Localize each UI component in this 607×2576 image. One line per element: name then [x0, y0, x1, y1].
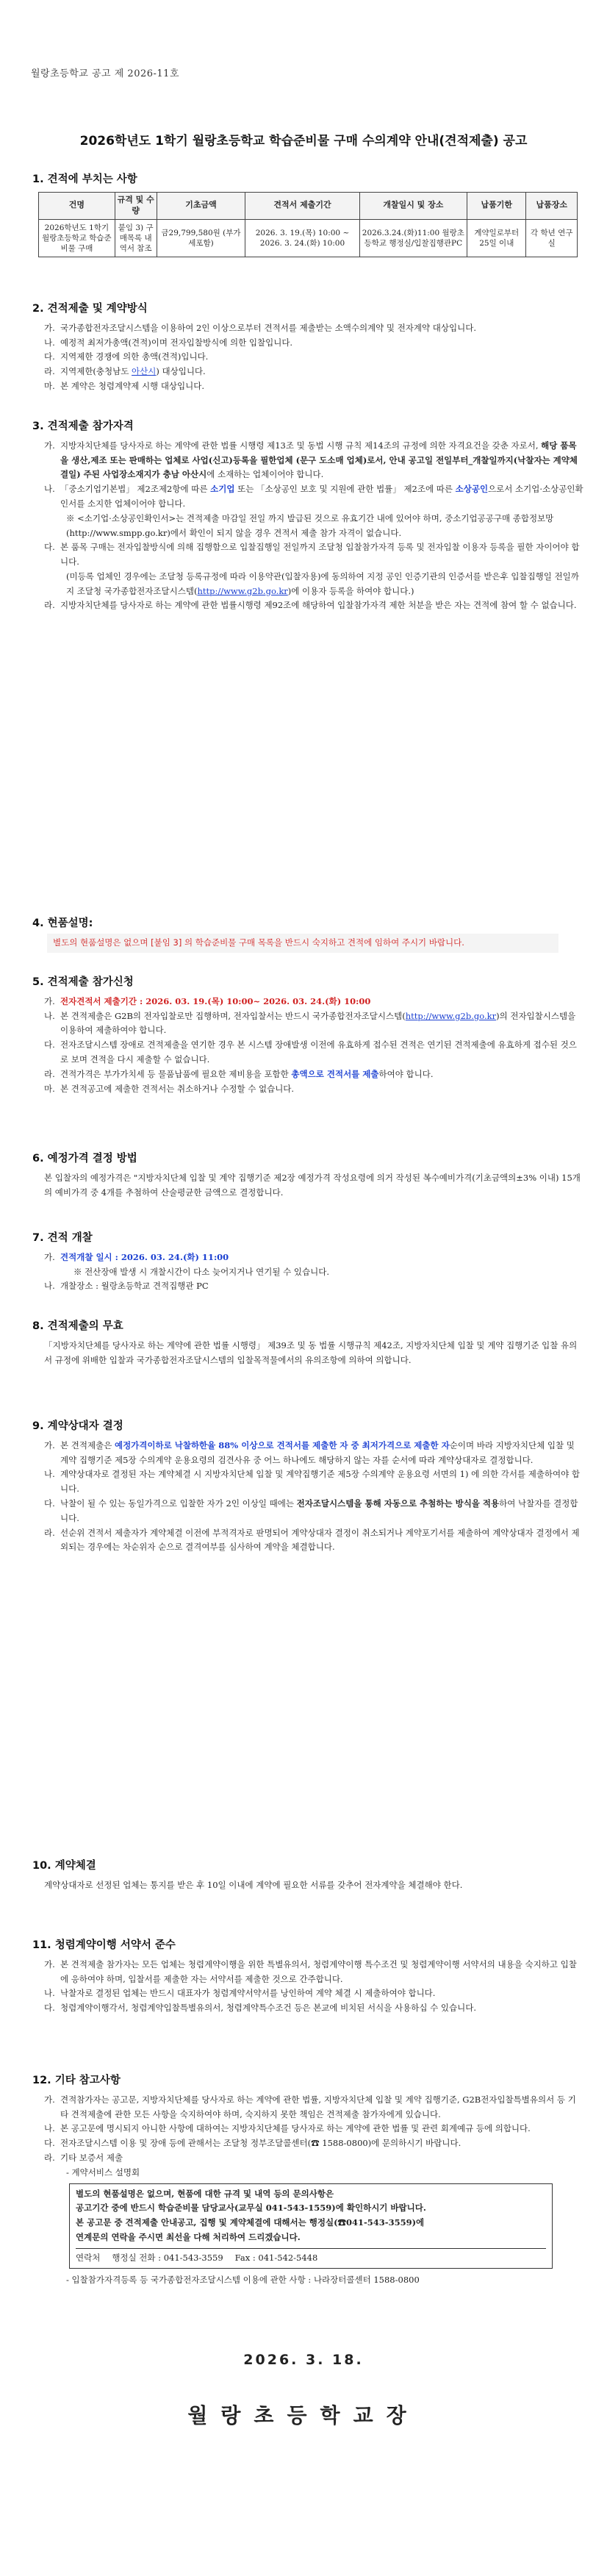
list-item: 라. 견적가격은 부가가치세 등 물품납품에 필요한 제비용을 포함한 총액으로 견적서를 제출하여야 합니다. [44, 1068, 434, 1079]
table-header-cell: 납품장소 [526, 192, 578, 219]
section-5 [32, 973, 583, 1096]
notice-date: 2026. 3. 18. [243, 2352, 364, 2368]
list-item: 다. 청렴계약이행각서, 청렴계약입찰특별유의서, 청렴계약특수조건 등은 본교에 비치된 서식을 사용하십 수 있습니다. [44, 2003, 476, 2014]
table-cell: 2026.3.24.(화)11:00 월랑초등학교 행정실/입찰집행관PC [359, 219, 467, 257]
list-item: 나. 본 공고문에 명시되지 아니한 사항에 대하여는 지방자치단체를 당사자로 하는 계약에 관한 법률 및 관련 회계예규 등에 의합니다. [44, 2123, 531, 2134]
inquiry-line: 연계문의 연락을 주시면 최선을 다해 처리하여 드리겠습니다. [76, 2231, 301, 2242]
list-item: 라. 지역제한(충청남도 아산시) 대상입니다. [44, 366, 206, 377]
section-10 [32, 1857, 583, 1893]
section-12 [32, 2072, 583, 2288]
list-item: 가. 본 견적제출은 예정가격이하로 낙찰하한율 88% 이상으로 견적서를 제출한 자 중 최저가격으로 제출한 자순이며 바라 지방자치단체 입찰 및 계약 집행기준 제5장 수의계약 운용요령의 검견사유 중 어느 하나에도 해당하지 않는 자를 순서에 따라 계약상대자로 결정합니다. [44, 1439, 575, 1465]
section-10-heading: 10. 계약체결 [32, 1860, 96, 1872]
section-7 [32, 1229, 583, 1294]
list-item: 가. 견적개찰 일시 : 2026. 03. 24.(화) 11:00 [44, 1251, 229, 1262]
table-header-cell: 기초금액 [157, 192, 245, 219]
list-item: 마. 본 견적공고에 제출한 견적서는 취소하거나 수정할 수 없습니다. [44, 1083, 295, 1094]
bid-summary-table [38, 192, 578, 257]
opening-note: ※ 전산장애 발생 시 개찰시간이 다소 늦어지거나 연기될 수 있습니다. [73, 1266, 329, 1277]
list-item: 가. 본 견적제출 참가자는 모든 업체는 청렴계약이행을 위한 특별유의서, 청렴계약이행 특수조건 및 청렴계약이행 서약서의 내용을 숙지하고 입찰에 응하여야 하며, 입찰서를 제출한 자는 서약서를 제출한 것으로 간주합니다. [44, 1958, 577, 1984]
table-cell: 2026. 3. 19.(목) 10:00 ~ 2026. 3. 24.(화) 10:00 [245, 219, 359, 257]
list-item: 마. 본 계약은 청렴계약제 시행 대상입니다. [44, 381, 205, 391]
page-title: 2026학년도 1학기 월랑초등학교 학습준비물 구매 수의계약 안내(견적제출) 공고 [79, 134, 528, 149]
sub-note: - 계약서비스 설명회 [66, 2167, 140, 2178]
contact-label: 연락처 [76, 2252, 101, 2263]
inquiry-line: 본 공고문 중 견적제출 안내공고, 집행 및 계약체결에 대해서는 행정실(☎041-543-3559)에 [76, 2217, 425, 2228]
list-item: 가. 전자견적서 제출기간 : 2026. 03. 19.(목) 10:00~ 2026. 03. 24.(화) 10:00 [44, 995, 371, 1006]
table-row [39, 219, 578, 257]
region-highlight: 아산시 [132, 366, 157, 377]
list-item: 나. 예정적 최저가총액(견적)이며 전자입찰방식에 의한 입찰입니다. [44, 337, 293, 348]
table-header-cell: 납품기한 [467, 192, 526, 219]
section-8-heading: 8. 견적제출의 무효 [32, 1320, 123, 1332]
list-item: 가. 지방자치단체를 당사자로 하는 계약에 관한 법률 시행령 제13조 및 동법 시행 규칙 제14조의 규정에 의한 자격요건을 갖춘 자로서, 해당 품목을 생산,제조 또는 판매하는 업체로 사업(신고)등록을 필한업체 (문구 도소매 업체)로서, 안내 공고일 전일부터_개찰일까지(낙찰자는 계약체결일) 주된 사업장소재지가 충남 아산시에 소재하는 업체이어야 합니다. [44, 440, 578, 480]
list-item: 다. 지역제한 경쟁에 의한 총액(견적)입니다. [44, 351, 209, 362]
contact-row [76, 2248, 546, 2266]
list-item: 나. 개찰장소 : 월랑초등학교 견적집행관 PC [44, 1281, 209, 1292]
section-3 [32, 418, 583, 613]
field-briefing-box: 별도의 현품설명은 없으며 [붙임 3] 의 학습준비물 구매 목록을 반드시 숙지하고 견적에 임하여 주시기 바랍니다. [47, 934, 558, 953]
section-5-heading: 5. 견적제출 참가신청 [32, 976, 134, 988]
section-4 [32, 915, 583, 936]
inquiry-line: 공고기간 중에 반드시 학습준비물 담당교사(교무실 041-543-1559)에 확인하시기 바랍니다. [76, 2203, 426, 2214]
contact-fax: Fax : 041-542-5448 [234, 2252, 318, 2263]
inquiry-line: 별도의 현품설명은 없으며, 현품에 대한 규격 및 내역 등의 문의사항은 [76, 2188, 334, 2199]
pricing-method-text: 본 입찰자의 예정가격은 "지방자치단체 입찰 및 계약 집행기준 제2장 예정가격 작성요령에 의거 작성된 복수예비가격(기초금액의±3% 이내) 15개의 예비가격 중 4개를 추첨하여 산술평균한 금액으로 결정합니다. [44, 1172, 581, 1198]
footnote: - 입찰참가자격등록 등 국가종합전자조달시스템 이용에 관한 사항 : 나라장터콜센터 1588-0800 [66, 2275, 420, 2286]
signer-name: 월랑초등학교장 [187, 2403, 420, 2427]
list-item: 다. 전자조달시스템 이용 및 장애 등에 관해서는 조달청 정부조달콜센터(☎ 1588-0800)에 문의하시기 바랍니다. [44, 2138, 461, 2149]
list-item: 라. 기타 보증서 제출 [44, 2153, 123, 2163]
table-header-cell: 건명 [39, 192, 115, 219]
table-cell: 2026학년도 1학기 월랑초등학교 학습준비물 구매 [39, 219, 115, 257]
table-cell: 붙임 3) 구매목록 내역서 참조 [115, 219, 157, 257]
section-9-heading: 9. 계약상대자 결정 [32, 1420, 123, 1432]
section-6 [32, 1150, 583, 1200]
section-4-heading: 4. 현품설명: [32, 917, 93, 929]
list-item: 다. 전자조달시스템 장애로 견적제출을 연기한 경우 본 시스템 장애발생 이전에 유효하게 접수된 견적은 연기된 견적제출에 유효하게 접수된 것으로 보며 견적을 다시 제출할 수 없습니다. [44, 1040, 577, 1065]
list-item: 가. 국가종합전자조달시스템을 이용하여 2인 이상으로부터 견적서를 제출받는 소액수의계약 및 전자계약 대상입니다. [44, 322, 476, 333]
list-item: 나. 계약상대자로 결정된 자는 계약체결 시 지방자치단체 입찰 및 계약집행기준 제5장 수의계약 운용요령 서면의 1) 에 의한 각서를 제출하여야 합니다. [44, 1469, 581, 1495]
section-3-heading: 3. 견적제출 참가자격 [32, 421, 134, 432]
list-item: 라. 선순위 견적서 제출자가 계약체결 이전에 부적격자로 판명되어 계약상대자 결정이 취소되거나 계약포기서를 제출하여 계약상대자 결정에서 제외되는 경우에는 차순위자 순으로 결격여부를 심사하여 계약을 체결합니다. [44, 1527, 580, 1553]
table-cell: 금29,799,580원 (부가세포함) [157, 219, 245, 257]
list-item: 나. 낙찰자로 결정된 업체는 반드시 대표자가 청렴계약서약서를 낭인하여 계약 체결 시 제출하여야 합니다. [44, 1988, 436, 1999]
g2b-link[interactable]: http://www.g2b.go.kr [197, 585, 288, 596]
list-item: 나. 「중소기업기본법」 제2조제2항에 따른 소기업 또는 「소상공인 보호 및 지원에 관한 법률」 제2조에 따른 소상공인으로서 소기업·소상공인확인서를 소지한 업체이어야 합니다. [44, 484, 583, 509]
section-1-heading: 1. 견적에 부치는 사항 [32, 173, 137, 185]
list-item: 라. 지방자치단체를 당사자로 하는 계약에 관한 법률시행령 제92조에 해당하여 입찰참가자격 제한 처분을 받은 자는 견적에 참여 할 수 없습니다. [44, 600, 577, 611]
section-7-heading: 7. 견적 개찰 [32, 1232, 93, 1244]
table-cell: 각 학년 연구실 [526, 219, 578, 257]
section-12-heading: 12. 기타 참고사항 [32, 2075, 121, 2086]
g2b-link[interactable]: http://www.g2b.go.kr [405, 1010, 497, 1021]
table-header-cell: 규격 및 수량 [115, 192, 157, 219]
contact-phone: 행정실 전화 : 041-543-3559 [112, 2252, 223, 2263]
section-9 [32, 1417, 583, 1555]
section-11-heading: 11. 청렴계약이행 서약서 준수 [32, 1939, 176, 1951]
section-6-heading: 6. 예정가격 결정 방법 [32, 1153, 137, 1164]
notice-number: 월랑초등학교 공고 제 2026-11호 [31, 68, 179, 79]
registration-note: (미등록 업체인 경우에는 조달청 등록규정에 따라 이용약관(입찰자용)에 동의하여 지정 공인 인증기관의 인증서를 받은후 입찰집행일 전일까지 조달청 국가종합전자조달시스템(http://www.g2b.go.kr)에 이용자 등록을 하여야 합니다.) [66, 570, 579, 596]
section-1 [32, 171, 583, 257]
list-item: 나. 본 견적제출은 G2B의 전자입찰로만 집행하며, 전자입찰서는 반드시 국가종합전자조달시스템(http://www.g2b.go.kr)의 전자입찰시스템을 이용하여 제출하여야 합니다. [44, 1010, 576, 1036]
invalid-quote-text: 「지방자치단체를 당사자로 하는 계약에 관한 법률 시행령」 제39조 및 동 법률 시행규칙 제42조, 지방자치단체 입찰 및 계약 집행기준 입찰 유의서 규정에 위배한 입찰과 국가종합전자조달시스템의 입찰목적물에서의 유의조항에 의하여 의합니다. [44, 1339, 578, 1365]
table-header-cell: 개찰일시 및 장소 [359, 192, 467, 219]
section-2 [32, 300, 583, 394]
table-header-cell: 견적서 제출기간 [245, 192, 359, 219]
list-item: 가. 견적참가자는 공고문, 지방자치단체를 당사자로 하는 계약에 관한 법률, 지방자치단체 입찰 및 계약 집행기준, G2B전자입찰특별유의서 등 기타 견적제출에 관한 모든 사항을 숙지하여야 하며, 숙지하지 못한 책임은 견적제출 참가자에게 있습니다. [44, 2094, 576, 2119]
list-item: 다. 본 품목 구매는 전자입찰방식에 의해 집행함으로 입찰집행일 전일까지 조달청 입찰참가자격 등록 및 전자입찰 이용자 등록을 필한 자이어야 합니다. [44, 542, 580, 568]
section-2-heading: 2. 견적제출 및 계약방식 [32, 303, 148, 315]
list-item: 다. 낙찰이 될 수 있는 동일가격으로 입찰한 자가 2인 이상일 때에는 전자조달시스템을 통해 자동으로 추첨하는 방식을 적용하여 낙찰자를 결정합니다. [44, 1498, 578, 1523]
section-8 [32, 1317, 583, 1367]
inquiry-box [69, 2183, 553, 2269]
section-11 [32, 1936, 583, 2016]
table-cell: 계약일로부터 25일 이내 [467, 219, 526, 257]
table-header-row [39, 192, 578, 219]
qualification-note: ※ <소기업·소상공인확인서>는 견적제출 마감일 전일 까지 발급된 것으로 유효기간 내에 있어야 하며, 중소기업공공구매 종합정보망(http://www.smpp.go.kr)에서 확인이 되지 않을 경우 견적서 제출 참가 자격이 없습니다. [66, 512, 554, 538]
contract-text: 계약상대자로 선정된 업체는 통지를 받은 후 10일 이내에 계약에 필요한 서류를 갖추어 전자계약을 체결해야 한다. [44, 1879, 463, 1890]
